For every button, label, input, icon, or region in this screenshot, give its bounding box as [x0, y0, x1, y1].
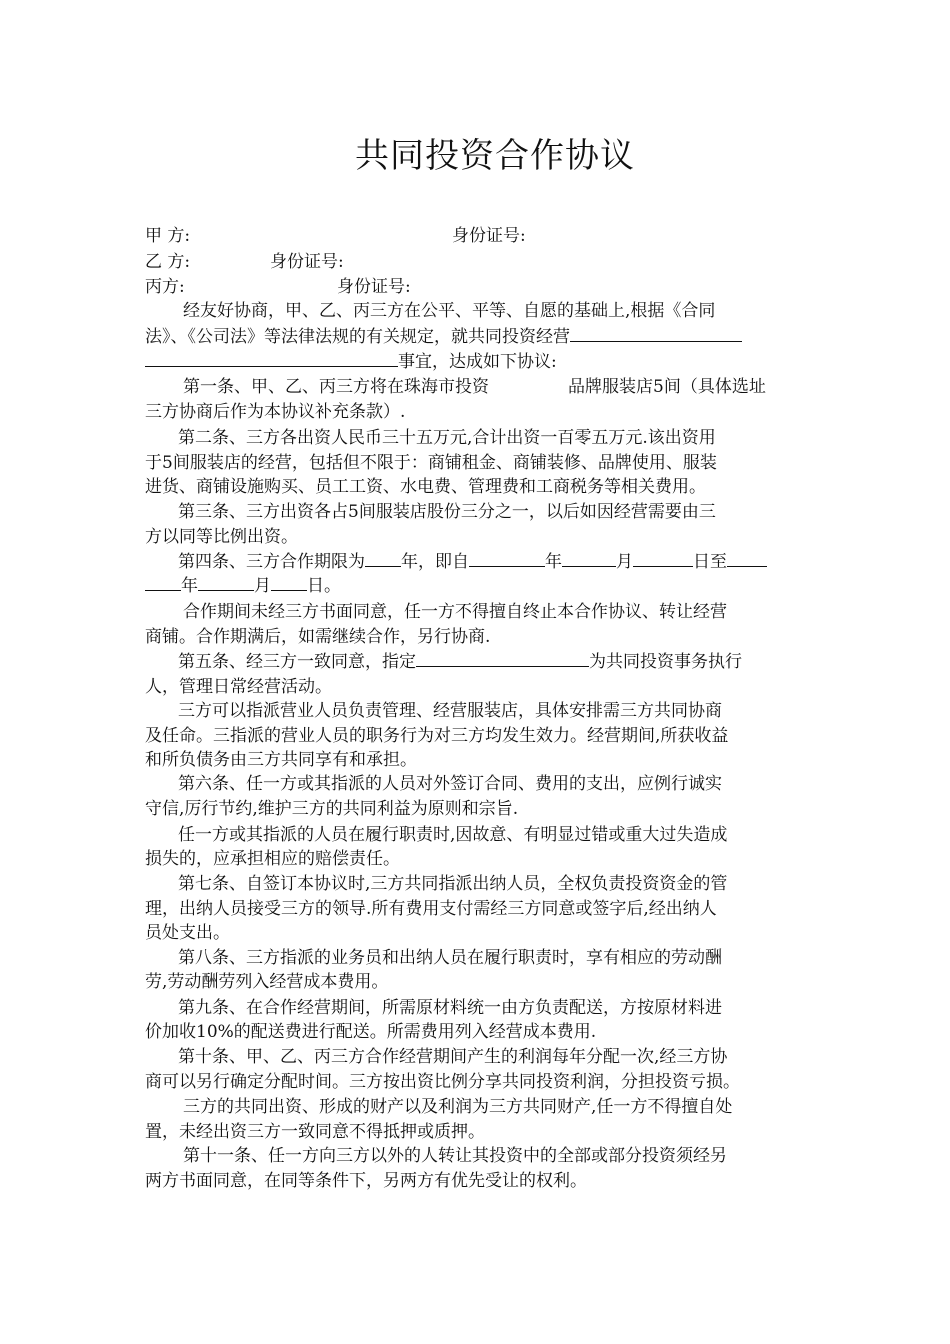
article-4-text-h: 日。	[307, 576, 341, 596]
intro-line-3-text: 事宜，达成如下协议:	[398, 352, 557, 372]
article-8-line-2: 劳,劳动酬劳列入经营成本费用。	[145, 972, 389, 992]
end-year-blank-b	[145, 574, 181, 591]
article-8-line-1: 第八条、三方指派的业务员和出纳人员在履行职责时，享有相应的劳动酬	[178, 948, 722, 968]
article-10b-line-1: 三方的共同出资、形成的财产以及利润为三方共同财产,任一方不得擅自处	[183, 1097, 733, 1117]
article-7-line-2: 理，出纳人员接受三方的领导.所有费用支付需经三方同意或签字后,经出纳人	[145, 899, 717, 919]
article-5b-line-2: 及任命。三指派的营业人员的职务行为对三方均发生效力。经营期间,所获收益	[145, 726, 729, 746]
party-bing-id-label: 身份证号:	[337, 277, 411, 297]
article-4-text-c: 年	[545, 552, 562, 572]
party-jia-id-label: 身份证号:	[452, 226, 526, 246]
article-5-line-1	[178, 650, 742, 674]
start-year-blank	[469, 550, 545, 567]
intro-line-2	[145, 325, 742, 349]
article-4-line-1	[178, 550, 767, 574]
article-5b-line-3: 和所负债务由三方共同享有和承担。	[145, 750, 417, 770]
start-month-blank	[562, 550, 616, 567]
article-4-line-2	[145, 574, 341, 598]
article-4-text-d: 月	[616, 552, 633, 572]
article-4-text-a: 第四条、三方合作期限为	[178, 552, 365, 572]
article-4-text-b: 年，即自	[401, 552, 469, 572]
article-6-line-1: 第六条、任一方或其指派的人员对外签订合同、费用的支出，应例行诚实	[178, 774, 722, 794]
article-7-line-3: 员处支出。	[145, 923, 230, 943]
term-years-blank	[365, 550, 401, 567]
party-yi-label: 乙 方:	[145, 252, 191, 272]
article-4b-line-1: 合作期间未经三方书面同意，任一方不得擅自终止本合作协议、转让经营	[183, 602, 727, 622]
article-10b-line-2: 置，未经出资三方一致同意不得抵押或质押。	[145, 1122, 485, 1142]
article-6b-line-2: 损失的，应承担相应的赔偿责任。	[145, 849, 400, 869]
article-5-line-2: 人，管理日常经营活动。	[145, 677, 332, 697]
article-4-text-e: 日至	[693, 552, 727, 572]
article-5b-line-1: 三方可以指派营业人员负责管理、经营服装店，具体安排需三方共同协商	[178, 701, 722, 721]
document-title: 共同投资合作协议	[355, 136, 635, 176]
article-2-line-1: 第二条、三方各出资人民币三十五万元,合计出资一百零五万元.该出资用	[178, 428, 716, 448]
executor-blank	[416, 650, 589, 667]
article-10-line-2: 商可以另行确定分配时间。三方按出资比例分享共同投资利润，分担投资亏损。	[145, 1072, 740, 1092]
article-5-text-b: 为共同投资事务执行	[589, 652, 742, 672]
article-9-line-1: 第九条、在合作经营期间，所需原材料统一由方负责配送，方按原材料进	[178, 998, 722, 1018]
article-9-line-2: 价加收10%的配送费进行配送。所需费用列入经营成本费用.	[145, 1022, 597, 1042]
intro-line-2-text: 法》、《公司法》等法律法规的有关规定，就共同投资经营	[145, 327, 570, 347]
intro-line-1: 经友好协商，甲、乙、丙三方在公平、平等、自愿的基础上,根据《合同	[183, 301, 716, 321]
party-bing-label: 丙方:	[145, 277, 185, 297]
start-day-blank	[633, 550, 693, 567]
article-7-line-1: 第七条、自签订本协议时,三方共同指派出纳人员，全权负责投资资金的管	[178, 874, 728, 894]
article-6b-line-1: 任一方或其指派的人员在履行职责时,因故意、有明显过错或重大过失造成	[178, 825, 728, 845]
investment-project-blank-2	[145, 350, 398, 367]
article-4-text-g: 月	[254, 576, 271, 596]
article-10-line-1: 第十条、甲、乙、丙三方合作经营期间产生的利润每年分配一次,经三方协	[178, 1047, 728, 1067]
article-1-line-2: 三方协商后作为本协议补充条款）.	[145, 402, 406, 422]
party-jia-label: 甲 方:	[145, 226, 191, 246]
article-11-line-1: 第十一条、任一方向三方以外的人转让其投资中的全部或部分投资须经另	[183, 1146, 727, 1166]
article-2-line-2: 于5间服装店的经营，包括但不限于：商铺租金、商铺装修、品牌使用、服装	[145, 453, 717, 473]
end-day-blank	[271, 574, 307, 591]
party-yi-id-label: 身份证号:	[270, 252, 344, 272]
end-month-blank	[198, 574, 254, 591]
article-2-line-3: 进货、商铺设施购买、员工工资、水电费、管理费和工商税务等相关费用。	[145, 477, 706, 497]
article-4b-line-2: 商铺。合作期满后，如需继续合作，另行协商.	[145, 627, 491, 647]
article-5-text-a: 第五条、经三方一致同意，指定	[178, 652, 416, 672]
article-4-text-f: 年	[181, 576, 198, 596]
investment-project-blank	[570, 325, 742, 342]
article-6-line-2: 守信,厉行节约,维护三方的共同利益为原则和宗旨.	[145, 799, 519, 819]
article-1-line-1b: 品牌服装店5间（具体选址	[568, 377, 766, 397]
end-year-blank-a	[727, 550, 767, 567]
intro-line-3	[145, 350, 557, 374]
article-3-line-2: 方以同等比例出资。	[145, 527, 298, 547]
article-11-line-2: 两方书面同意，在同等条件下，另两方有优先受让的权利。	[145, 1171, 587, 1191]
article-1-line-1a: 第一条、甲、乙、丙三方将在珠海市投资	[183, 377, 489, 397]
article-3-line-1: 第三条、三方出资各占5间服装店股份三分之一，以后如因经营需要由三	[178, 502, 716, 522]
